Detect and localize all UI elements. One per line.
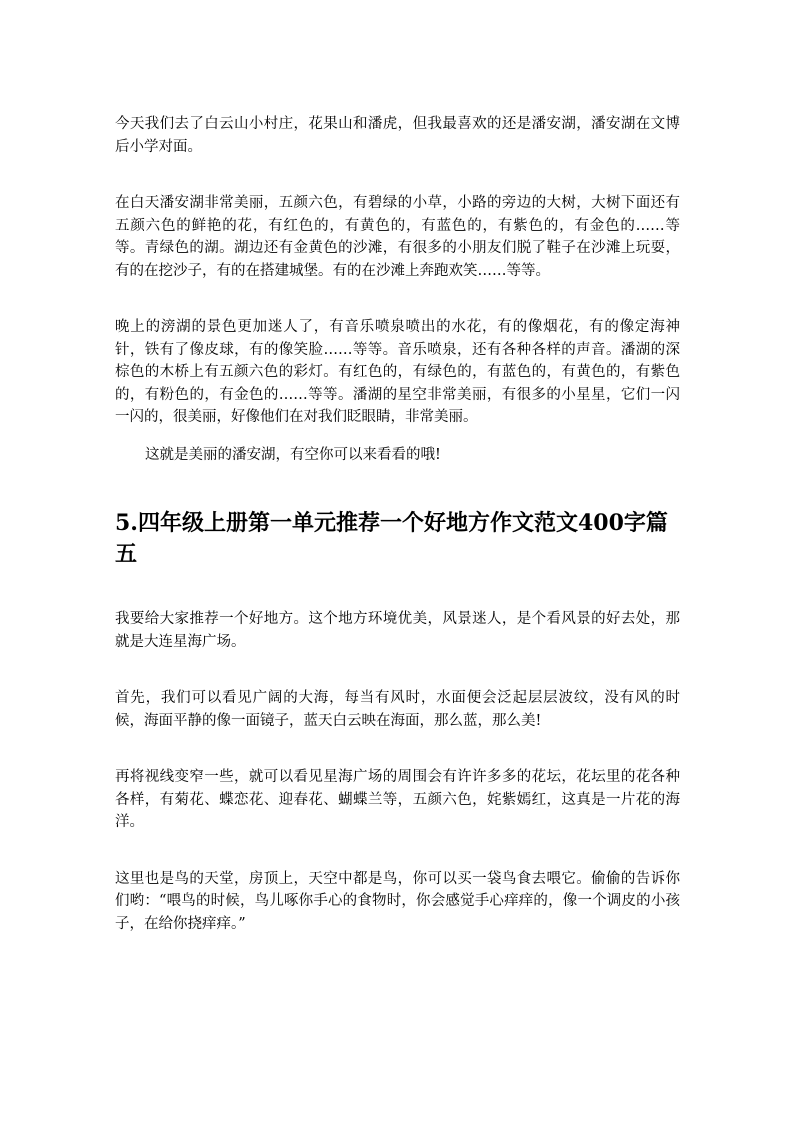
paragraph-bird-paradise: 这里也是鸟的天堂，房顶上，天空中都是鸟，你可以买一袋鸟食去喂它。偷偷的告诉你们哟：“喂鸟的时候，鸟儿啄你手心的食物时，你会感觉手心痒痒的，像一个调皮的小孩子，在给你挠痒痒。” (115, 870, 680, 932)
document-page (115, 113, 680, 935)
paragraph-sea-view: 首先，我们可以看见广阔的大海，每当有风时，水面便会泛起层层波纹，没有风的时候，海面平静的像一面镜子，蓝天白云映在海面，那么蓝，那么美! (115, 690, 680, 729)
section-heading: 5.四年级上册第一单元推荐一个好地方作文范文400字篇五 (115, 510, 668, 567)
paragraph-pananhu-daytime: 在白天潘安湖非常美丽，五颜六色，有碧绿的小草，小路的旁边的大树，大树下面还有五颜六色的鲜艳的花，有红色的，有黄色的，有蓝色的，有紫色的，有金色的……等等。青绿色的湖。湖边还有金黄色的沙滩，有很多的小朋友们脱了鞋子在沙滩上玩耍，有的在挖沙子，有的在搭建城堡。有的在沙滩上奔跑欢笑……等等。 (115, 195, 680, 279)
paragraph-flower-beds: 再将视线变窄一些，就可以看见星海广场的周围会有许许多多的花坛，花坛里的花各种各样，有菊花、蝶恋花、迎春花、蝴蝶兰等，五颜六色，姹紫嫣红，这真是一片花的海洋。 (115, 769, 680, 830)
paragraph-pananhu-closing: 这就是美丽的潘安湖，有空你可以来看看的哦! (145, 446, 441, 463)
paragraph-pananhu-night: 晚上的滂湖的景色更加迷人了，有音乐喷泉喷出的水花，有的像烟花，有的像定海神针，铁有了像皮球，有的像笑脸……等等。音乐喷泉，还有各种各样的声音。潘湖的深棕色的木桥上有五颜六色的彩灯。有红色的，有绿色的，有蓝色的，有黄色的，有紫色的，有粉色的，有金色的……等等。潘湖的星空非常美丽，有很多的小星星，它们一闪一闪的，很美丽，好像他们在对我们眨眼睛，非常美丽。 (115, 319, 680, 425)
paragraph-recommend-intro: 我要给大家推荐一个好地方。这个地方环境优美，风景迷人，是个看风景的好去处，那就是大连星海广场。 (115, 611, 680, 650)
paragraph-pananhu-intro: 今天我们去了白云山小村庄，花果山和潘虎，但我最喜欢的还是潘安湖，潘安湖在文博后小学对面。 (115, 116, 680, 155)
